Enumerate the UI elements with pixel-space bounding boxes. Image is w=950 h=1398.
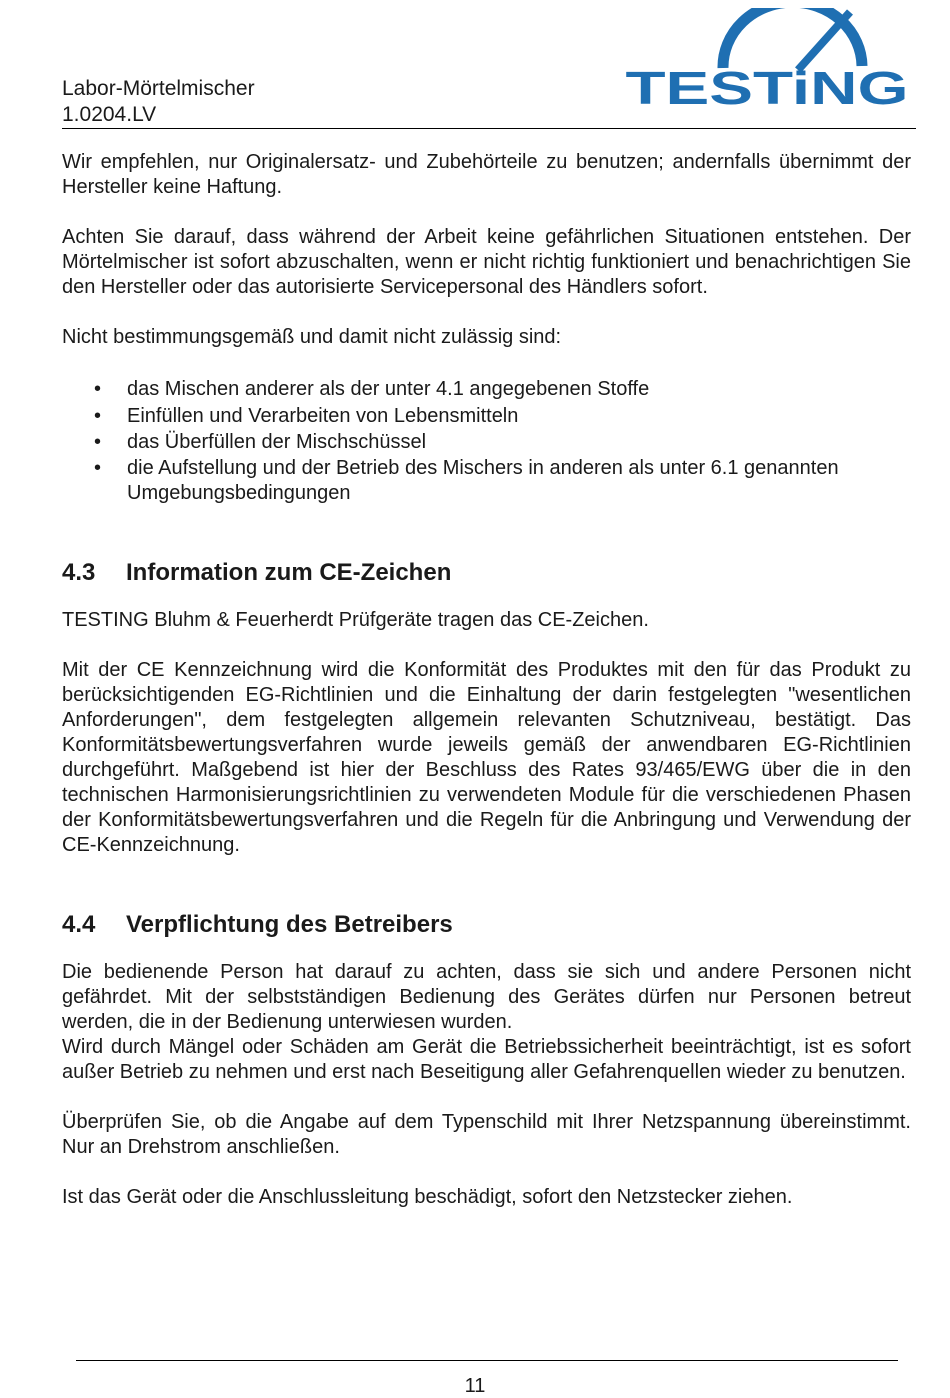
paragraph-damaged-cable: Ist das Gerät oder die Anschlussleitung beschädigt, sofort den Netzstecker ziehen. — [62, 1185, 793, 1208]
list-item: • die Aufstellung und der Betrieb des Mischers in anderen als unter 6.1 genannten Umgebungsbedingungen — [94, 456, 839, 504]
document-title: Labor-Mörtelmischer — [62, 77, 255, 100]
improper-use-list — [62, 376, 911, 506]
list-item: • das Mischen anderer als der unter 4.1 angegebenen Stoffe — [62, 376, 911, 403]
paragraph-spare-parts: Wir empfehlen, nur Originalersatz- und Zubehörteile zu benutzen; andernfalls übernimmt der Hersteller keine Haftung. — [62, 151, 911, 198]
section-heading-4-3 — [62, 558, 911, 588]
document-header — [62, 76, 255, 128]
list-item: • Einfüllen und Verarbeiten von Lebensmitteln — [62, 403, 911, 430]
section-number: 4.4 — [62, 910, 96, 938]
testing-logo — [625, 8, 910, 110]
list-item: • das Überfüllen der Mischschüssel — [62, 429, 911, 456]
bullet-icon: • — [94, 378, 102, 400]
logo-arc-icon — [723, 8, 862, 70]
footer-divider — [76, 1360, 898, 1361]
paragraph-ce-conformity: Mit der CE Kennzeichnung wird die Konformität des Produktes mit den für das Produkt zu berücksichtigenden EG-Richtlinien und die Einhaltung der darin festgelegten "wesentlichen Anforderungen", dem festgelegten allgemein relevanten Schutzniveau, bestätigt. Das Konformitätsbewertungsverfahren wurde jeweils gemäß der anwendbaren EG-Richtlinien durchgeführt. Maßgebend ist hier der Beschluss des Rates 93/465/EWG über die in den technischen Harmonisierungsrichtlinien zu verwendeten Module für die verschiedenen Phasen der Konformitätsbewertungsverfahren und die Regeln für die Anbringung und Verwendung der CE-Kennzeichnung. — [62, 658, 911, 856]
logo-text: TESTiNG — [625, 62, 909, 110]
paragraph-operator-duty: Die bedienende Person hat darauf zu achten, dass sie sich und andere Personen nicht gefährdet. Mit der selbstständigen Bedienung des Gerätes dürfen nur Personen betreut werden, die in der Bedienung unterwiesen wurden. — [62, 960, 911, 1033]
document-code: 1.0204.LV — [62, 103, 157, 126]
paragraph-defects: Wird durch Mängel oder Schäden am Gerät die Betriebssicherheit beeinträchtigt, ist es sofort außer Betrieb zu nehmen und erst nach Beseitigung aller Gefahrenquellen wieder zu benutzen. — [62, 1035, 911, 1083]
page-number: 11 — [464, 1375, 486, 1397]
paragraph-improper-use: Nicht bestimmungsgemäß und damit nicht zulässig sind: — [62, 326, 562, 348]
section-heading-4-4 — [62, 910, 911, 940]
bullet-icon: • — [94, 431, 102, 453]
bullet-icon: • — [94, 404, 102, 427]
section-title: Verpflichtung des Betreibers — [126, 910, 453, 938]
paragraph-ce-mark: TESTING Bluhm & Feuerherdt Prüfgeräte tragen das CE-Zeichen. — [62, 608, 649, 631]
page-content — [62, 150, 911, 1210]
bullet-icon: • — [94, 456, 102, 479]
paragraph-type-plate: Überprüfen Sie, ob die Angabe auf dem Typenschild mit Ihrer Netzspannung übereinstimmt. Nur an Drehstrom anschließen. — [62, 1110, 911, 1158]
section-title: Information zum CE-Zeichen — [126, 558, 452, 586]
paragraph-safety: Achten Sie darauf, dass während der Arbeit keine gefährlichen Situationen entstehen. Der Mörtelmischer ist sofort abzuschalten, wenn er nicht richtig funktioniert und benachrichtigen Sie den Hersteller oder das autorisierte Servicepersonal des Händlers sofort. — [62, 226, 911, 298]
header-divider — [62, 128, 916, 129]
section-number: 4.3 — [62, 558, 96, 586]
